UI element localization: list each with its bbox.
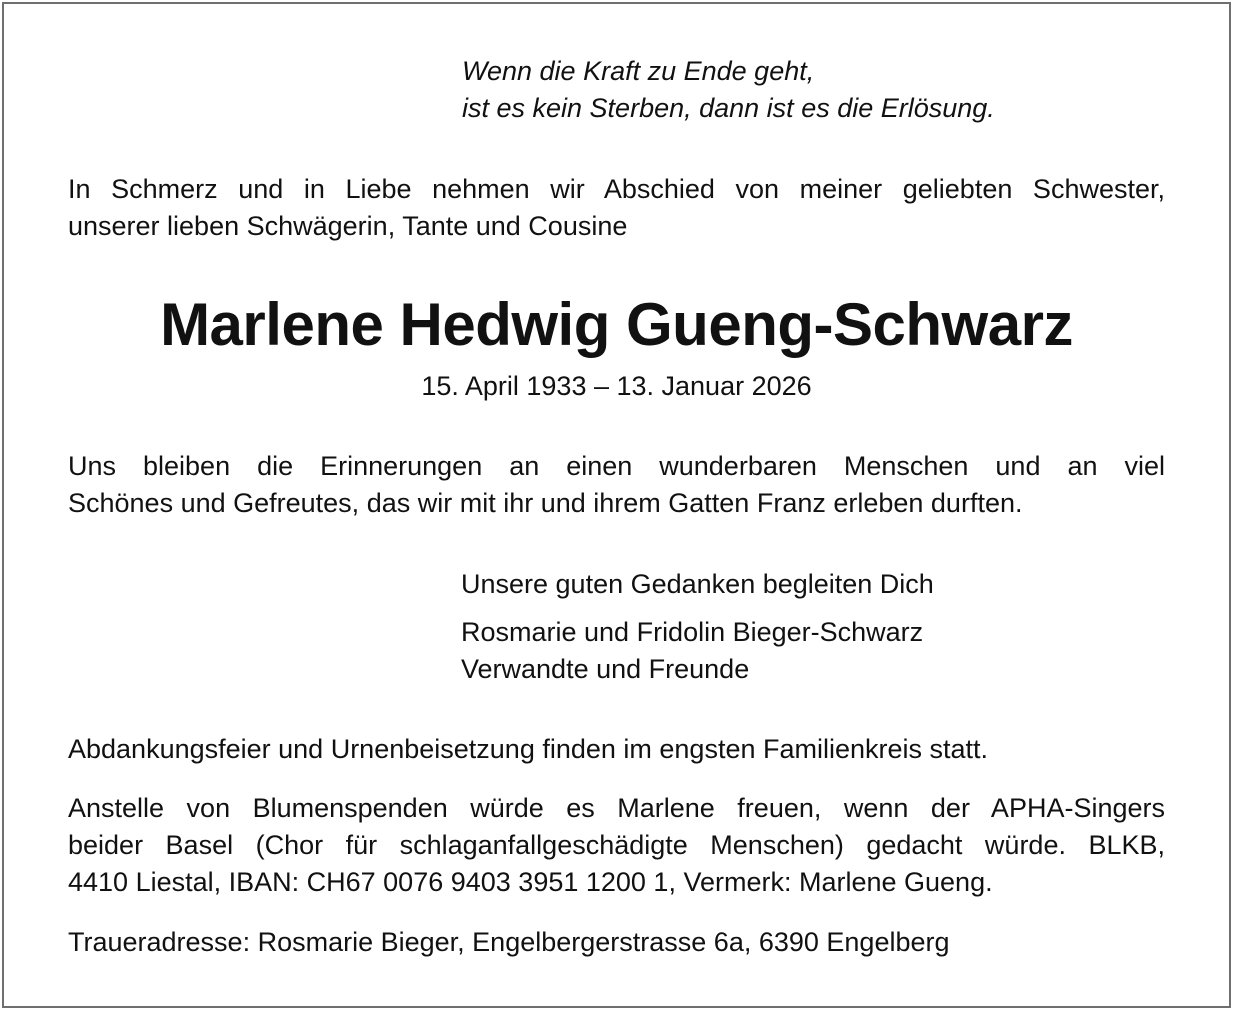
donation-notice	[68, 790, 1165, 901]
donation-line-3: 4410 Liestal, IBAN: CH67 0076 9403 3951 1200 1, Vermerk: Marlene Gueng.	[68, 867, 993, 897]
mourners-line-1: Rosmarie und Fridolin Bieger-Schwarz	[461, 617, 924, 647]
motto-quote	[462, 53, 995, 127]
intro-line-1: In Schmerz und in Liebe nehmen wir Abschied von meiner geliebten Schwester,	[68, 174, 1165, 204]
motto-line-1: Wenn die Kraft zu Ende geht,	[462, 56, 815, 86]
intro-line-2: unserer lieben Schwägerin, Tante und Cousine	[68, 211, 628, 241]
donation-line-2: beider Basel (Chor für schlaganfallgeschädigte Menschen) gedacht würde. BLKB,	[68, 830, 1165, 860]
deceased-name: Marlene Hedwig Gueng-Schwarz	[160, 291, 1073, 358]
memories-line-2: Schönes und Gefreutes, das wir mit ihr und ihrem Gatten Franz erleben durften.	[68, 488, 1023, 518]
mourners-line-2: Verwandte und Freunde	[461, 654, 750, 684]
life-dates: 15. April 1933 – 13. Januar 2026	[421, 371, 812, 401]
memories-line-1: Uns bleiben die Erinnerungen an einen wunderbaren Menschen und an viel	[68, 451, 1165, 481]
thoughts-line: Unsere guten Gedanken begleiten Dich	[461, 569, 934, 599]
donation-line-1: Anstelle von Blumenspenden würde es Marlene freuen, wenn der APHA-Singers	[68, 793, 1165, 823]
mourners-list	[461, 614, 923, 688]
intro-text	[68, 171, 1165, 245]
mourning-address: Traueradresse: Rosmarie Bieger, Engelbergerstrasse 6a, 6390 Engelberg	[68, 927, 950, 957]
motto-line-2: ist es kein Sterben, dann ist es die Erlösung.	[462, 93, 995, 123]
memories-text	[68, 448, 1165, 522]
ceremony-notice: Abdankungsfeier und Urnenbeisetzung finden im engsten Familienkreis statt.	[68, 734, 989, 764]
